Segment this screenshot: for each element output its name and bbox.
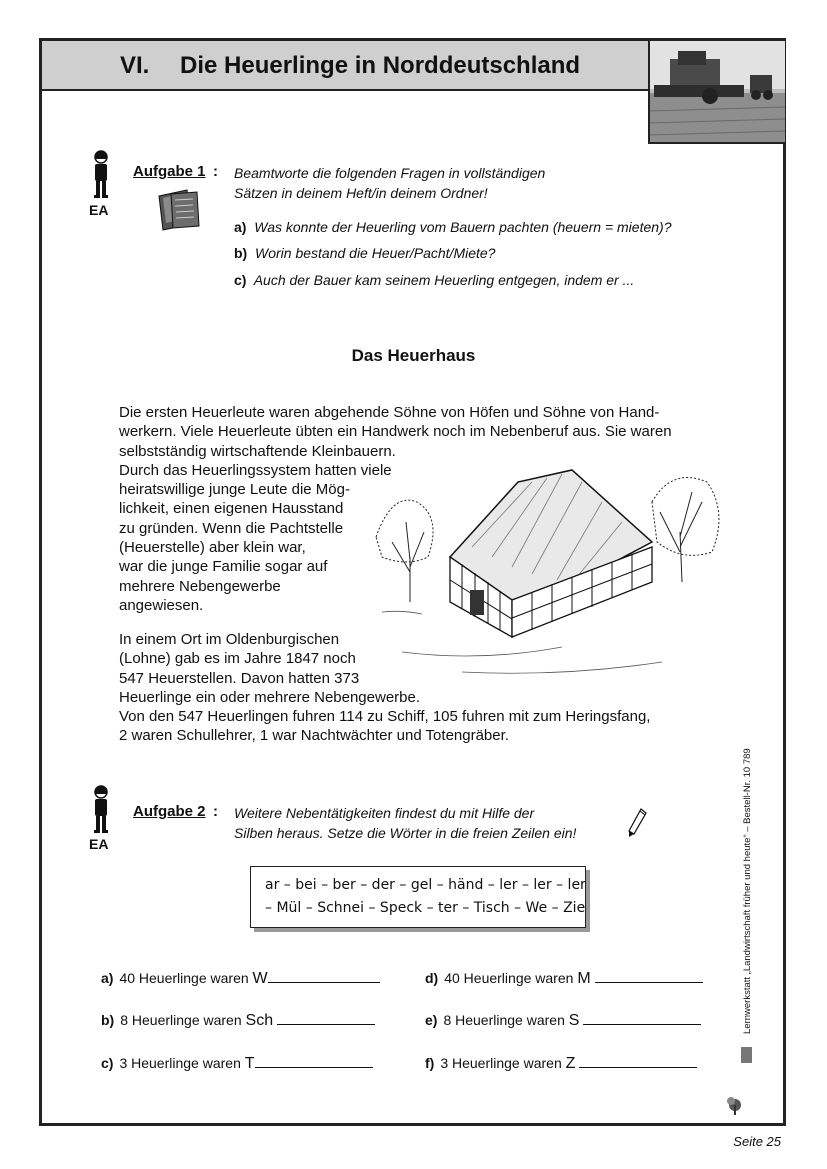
fill-in-e: e) 8 Heuerlinge waren S <box>425 1010 701 1030</box>
answer-line[interactable] <box>595 968 703 983</box>
chapter-number: VI. <box>120 52 150 79</box>
notebook-icon <box>155 188 201 237</box>
task1-instruction-line1: Beamtworte die folgenden Fragen in vollständigen <box>234 165 546 181</box>
text-block-2: In einem Ort im Oldenburgischen (Lohne) gab es im Jahre 1847 noch 547 Heuerstellen. Davon hatten 373 Heuerlinge ein oder mehrere Nebengewerbe. Von den 547 Heuerlingen fuhren 114 zu Schiff, 105 fuhren mit zum Heringsfang, 2 waren Schullehrer, 1 war Nachtwächter und Totengräber. <box>119 631 651 745</box>
answer-line[interactable] <box>255 1053 373 1068</box>
task2-instruction-line2: Silben heraus. Setze die Wörter in die freien Zeilen ein! <box>234 825 577 841</box>
header-bar <box>42 41 648 91</box>
fill-in-f: f) 3 Heuerlinge waren Z <box>425 1053 697 1073</box>
answer-line[interactable] <box>579 1053 697 1068</box>
ea-badge: EA <box>89 836 109 852</box>
task2-instruction-line1: Weitere Nebentätigkeiten findest du mit Hilfe der <box>234 805 535 821</box>
harvester-photo <box>648 41 785 144</box>
student-figure-icon <box>90 785 112 842</box>
question-c: c) Auch der Bauer kam seinem Heuerling entgegen, indem er ... <box>234 272 635 288</box>
answer-line[interactable] <box>583 1010 701 1025</box>
ea-badge: EA <box>89 202 109 218</box>
page-number: Seite 25 <box>733 1134 781 1149</box>
syllable-box <box>250 866 586 928</box>
text-block-1: Die ersten Heuerleute waren abgehende Söhne von Höfen und Söhne von Hand- werkern. Viele Heuerleute übten ein Handwerk noch im Nebenberuf aus. Sie waren selbstständig wirtschaftende Kleinbauern. Durch das Heuerlingssystem hatten viele heiratswillige junge Leute die Mög- lichkeit, einen eigenen Hausstand zu gründen. Wenn die Pachtstelle (Heuerstelle) aber klein war, war die junge Familie sogar auf mehrere Nebengewerbe angewiesen. <box>119 404 672 614</box>
task1-colon: : <box>213 163 218 180</box>
syllable-line-1: ar – bei – ber – der – gel – händ – ler – ler – ler <box>265 877 586 893</box>
answer-line[interactable] <box>268 968 380 983</box>
task1-label: Aufgabe 1 <box>133 163 206 180</box>
student-figure-icon <box>90 150 112 207</box>
publisher-logo <box>727 1045 755 1117</box>
fill-in-a: a) 40 Heuerlinge waren W <box>101 968 380 988</box>
task1-instruction-line2: Sätzen in deinem Heft/in deinem Ordner! <box>234 185 488 201</box>
side-note: Lernwerkstatt „Landwirtschaft früher und heute“ – Bestell-Nr. 10 789 <box>742 748 753 1034</box>
fill-in-d: d) 40 Heuerlinge waren M <box>425 968 703 988</box>
page-title: Die Heuerlinge in Norddeutschland <box>180 52 581 79</box>
question-a: a) Was konnte der Heuerling vom Bauern pachten (heuern = mieten)? <box>234 219 672 235</box>
question-b: b) Worin bestand die Heuer/Pacht/Miete? <box>234 245 496 261</box>
fill-in-b: b) 8 Heuerlinge waren Sch <box>101 1010 375 1030</box>
task2-label: Aufgabe 2 <box>133 803 206 820</box>
syllable-line-2: – Mül – Schnei – Speck – ter – Tisch – We – Zie <box>265 900 586 916</box>
fill-in-c: c) 3 Heuerlinge waren T <box>101 1053 373 1073</box>
section-title: Das Heuerhaus <box>351 346 476 365</box>
task2-colon: : <box>213 803 218 820</box>
pencil-icon <box>626 808 648 843</box>
answer-line[interactable] <box>277 1010 375 1025</box>
